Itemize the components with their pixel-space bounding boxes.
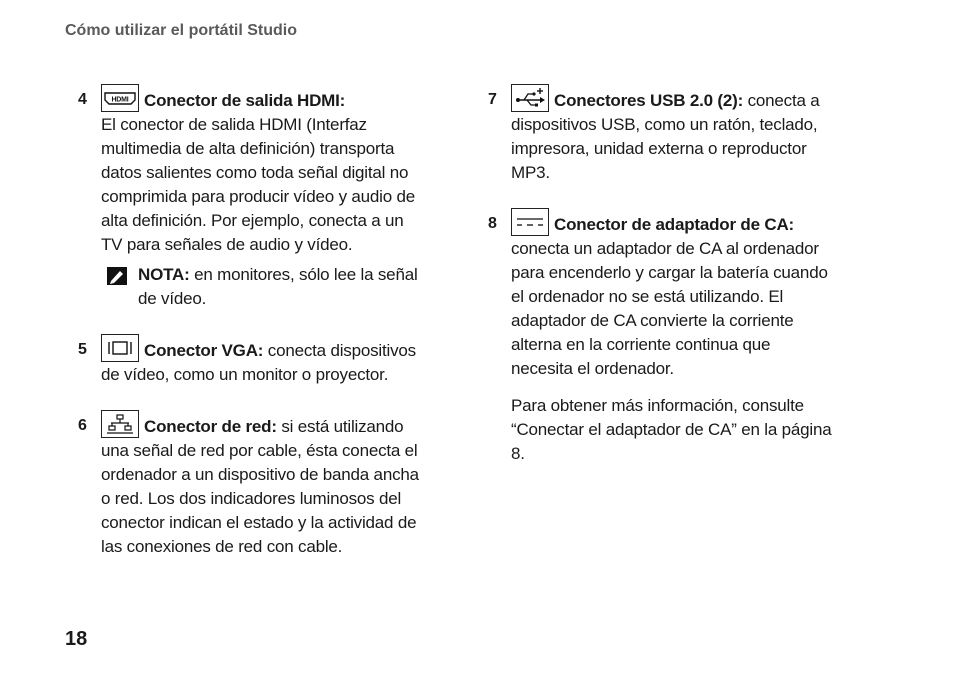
item-description: conecta a dispositivos USB, como un ratón, teclado, impresora, unidad externa o reproductor MP3. <box>511 91 820 182</box>
item-description: El conector de salida HDMI (Interfaz multimedia de alta definición) transporta datos salientes como toda señal digital no comprimida para producir vídeo y audio de alta definición. Por ejemplo, conecta a un TV para señales de audio y vídeo. <box>101 115 416 254</box>
note-label: NOTA: <box>138 265 190 284</box>
item-description: conecta un adaptador de CA al ordenador para encenderlo y cargar la batería cuando el ordenador no se está utilizando. El adaptador de CA convierte la corriente alterna en la corriente continua que necesita el ordenador. <box>511 239 828 378</box>
item-number: 7 <box>488 91 497 108</box>
item-number: 5 <box>78 341 87 358</box>
pencil-note-icon <box>107 267 127 285</box>
item-number: 4 <box>78 91 87 108</box>
item-number: 6 <box>78 417 87 434</box>
page-header: Cómo utilizar el portátil Studio <box>65 22 297 39</box>
note-text: en monitores, sólo lee la señal de vídeo. <box>138 265 418 308</box>
item-label: Conector VGA: <box>144 341 264 360</box>
item-label: Conector de red: <box>144 417 277 436</box>
item-label: Conectores USB 2.0 (2): <box>554 91 744 110</box>
vga-icon <box>101 334 139 362</box>
item-description: conecta dispositivos de vídeo, como un monitor o proyector. <box>101 341 416 384</box>
svg-text:HDMI: HDMI <box>111 96 129 104</box>
item-number: 8 <box>488 215 497 232</box>
right-column <box>488 74 833 466</box>
connector-item-ac-adapter <box>488 198 833 381</box>
connector-item-usb <box>488 74 833 185</box>
hdmi-icon <box>101 84 139 112</box>
page-number: 18 <box>65 628 88 650</box>
item-description: si está utilizando una señal de red por cable, ésta conecta el ordenador a un dispositivo de banda ancha o red. Los dos indicadores luminosos del conector indican el estado y la actividad de las conexiones de red con cable. <box>101 417 419 556</box>
extra-paragraph: Para obtener más información, consulte “Conectar el adaptador de CA” en la página 8. <box>511 396 832 463</box>
item-label: Conector de salida HDMI: <box>144 91 346 110</box>
network-icon <box>101 410 139 438</box>
connector-item-network <box>78 400 423 559</box>
left-column <box>78 74 423 572</box>
item-label: Conector de adaptador de CA: <box>554 215 794 234</box>
dc-power-icon <box>511 208 549 236</box>
note <box>101 263 423 311</box>
usb-icon <box>511 84 549 112</box>
connector-item-vga <box>78 324 423 387</box>
connector-item-hdmi <box>78 74 423 311</box>
